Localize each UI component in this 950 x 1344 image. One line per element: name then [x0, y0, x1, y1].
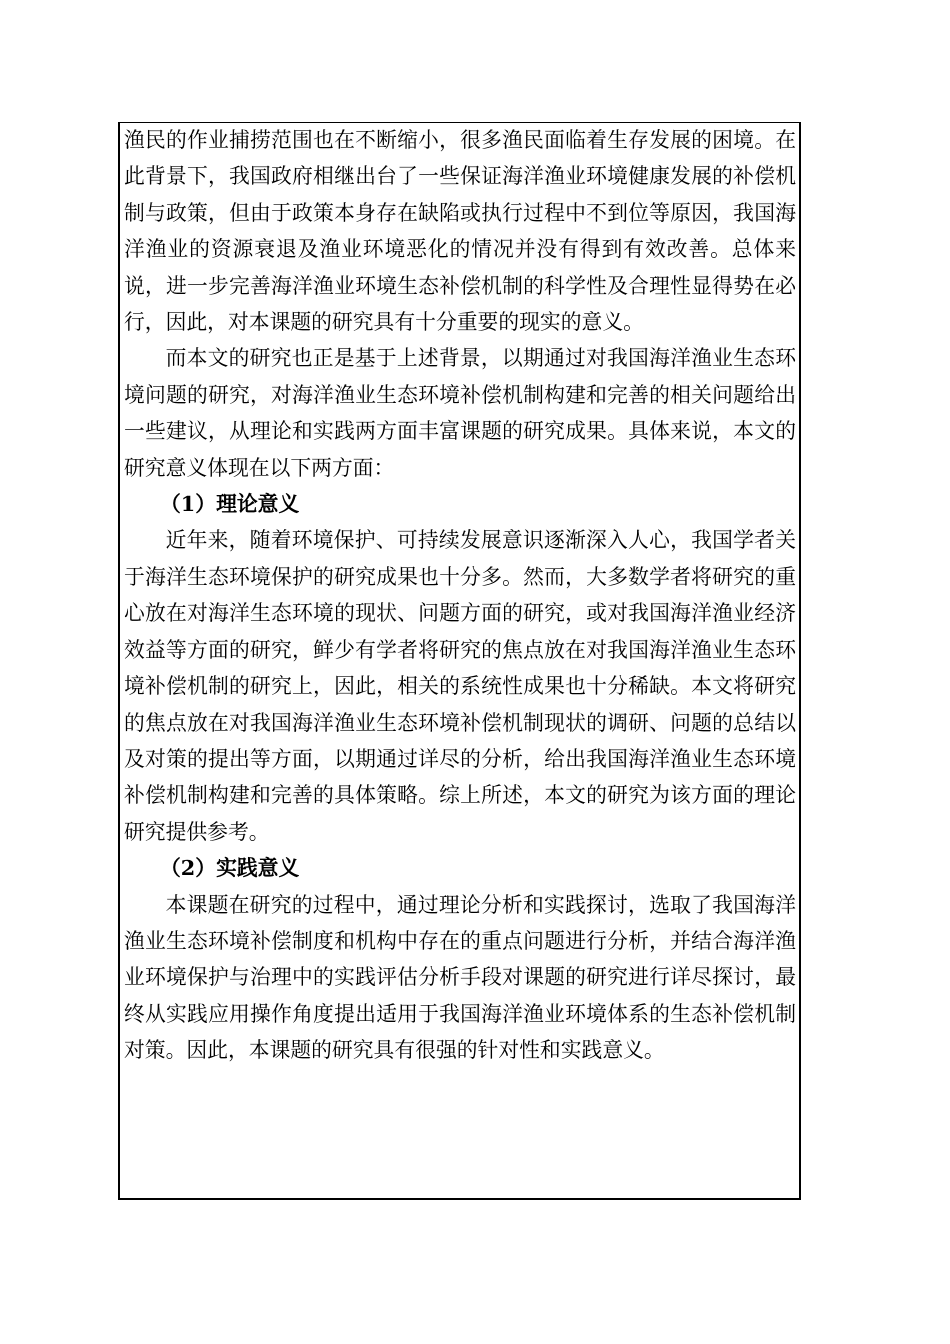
document-body: [124, 122, 796, 1069]
paragraph-background: 渔民的作业捕捞范围也在不断缩小，很多渔民面临着生存发展的困境。在此背景下，我国政府相继出台了一些保证海洋渔业环境健康发展的补偿机制与政策，但由于政策本身存在缺陷或执行过程中不到位等原因，我国海洋渔业的资源衰退及渔业环境恶化的情况并没有得到有效改善。总体来说，进一步完善海洋渔业环境生态补偿机制的科学性及合理性显得势在必行，因此，对本课题的研究具有十分重要的现实的意义。: [124, 128, 796, 335]
heading-theoretical-significance: （1）理论意义: [160, 491, 300, 517]
paragraph-purpose: 而本文的研究也正是基于上述背景，以期通过对我国海洋渔业生态环境问题的研究，对海洋渔业生态环境补偿机制构建和完善的相关问题给出一些建议，从理论和实践两方面丰富课题的研究成果。具体来说，本文的研究意义体现在以下两方面：: [124, 346, 796, 480]
heading-practical-significance: （2）实践意义: [160, 855, 300, 881]
paragraph-practical: 本课题在研究的过程中，通过理论分析和实践探讨，选取了我国海洋渔业生态环境补偿制度和机构中存在的重点问题进行分析，并结合海洋渔业环境保护与治理中的实践评估分析手段对课题的研究进行详尽探讨，最终从实践应用操作角度提出适用于我国海洋渔业环境体系的生态补偿机制对策。因此，本课题的研究具有很强的针对性和实践意义。: [124, 892, 796, 1063]
paragraph-theoretical: 近年来，随着环境保护、可持续发展意识逐渐深入人心，我国学者关于海洋生态环境保护的研究成果也十分多。然而，大多数学者将研究的重心放在对海洋生态环境的现状、问题方面的研究，或对我国海洋渔业经济效益等方面的研究，鲜少有学者将研究的焦点放在对我国海洋渔业生态环境补偿机制的研究上，因此，相关的系统性成果也十分稀缺。本文将研究的焦点放在对我国海洋渔业生态环境补偿机制现状的调研、问题的总结以及对策的提出等方面，以期通过详尽的分析，给出我国海洋渔业生态环境补偿机制构建和完善的具体策略。综上所述，本文的研究为该方面的理论研究提供参考。: [124, 528, 796, 844]
